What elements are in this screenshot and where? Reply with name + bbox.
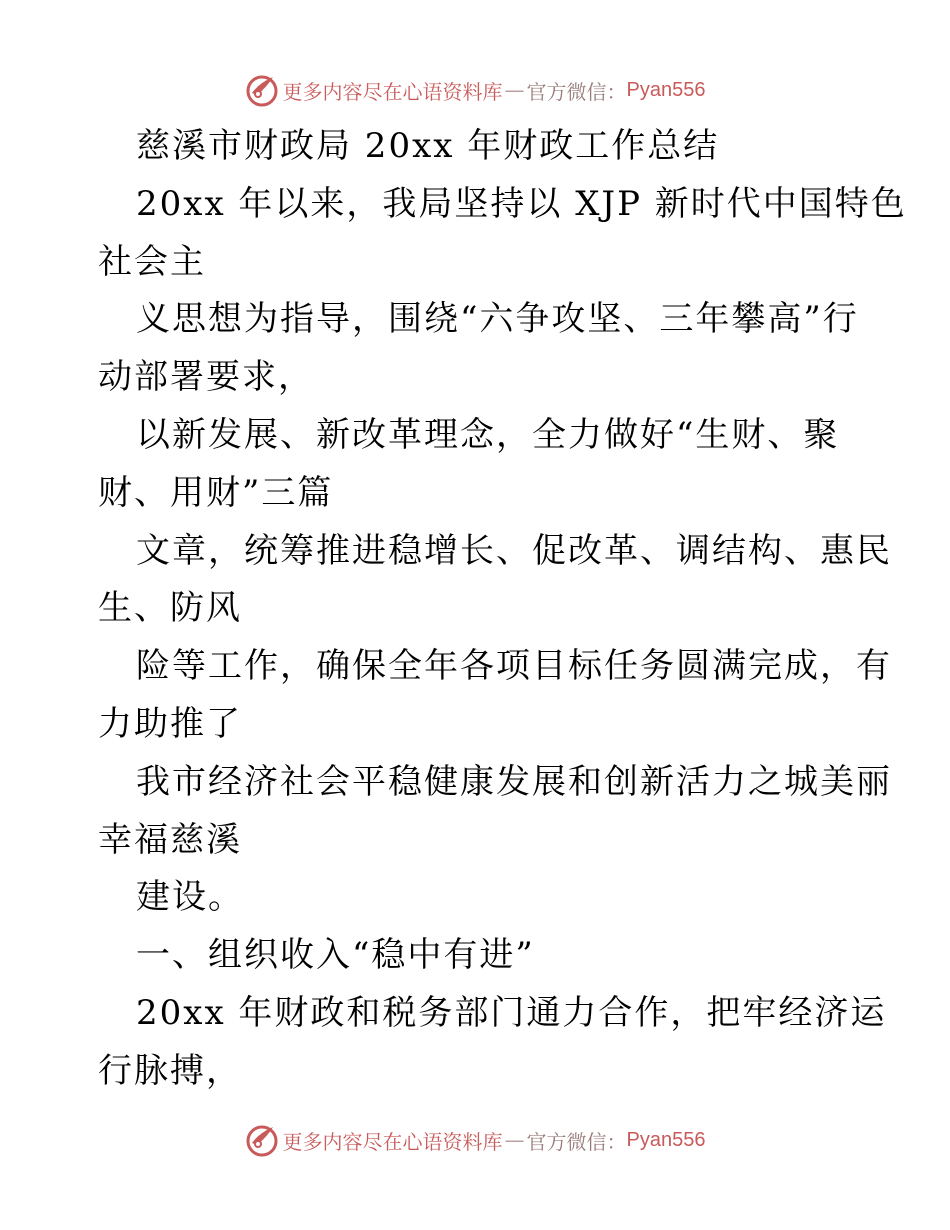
header-banner <box>0 70 950 110</box>
paragraph-line: 20xx 年财政和税务部门通力合作，把牢经济运 <box>136 992 887 1033</box>
banner-separator: — <box>504 1128 525 1152</box>
banner-contact-id: Pyan556 <box>626 78 706 101</box>
banner-title: 更多内容尽在心语资料库 <box>282 1129 503 1154</box>
paragraph-line: 社会主 <box>98 241 206 282</box>
quill-logo-icon <box>245 1123 279 1157</box>
paragraph-line: 力助推了 <box>98 703 242 744</box>
banner-contact-id: Pyan556 <box>626 1128 706 1151</box>
banner-contact-label: 官方微信： <box>526 79 627 104</box>
paragraph-line: 义思想为指导，围绕“六争攻坚、三年攀高”行 <box>136 299 859 340</box>
footer-banner <box>0 1120 950 1160</box>
paragraph-line: 行脉搏， <box>98 1050 242 1091</box>
paragraph-line: 以新发展、新改革理念，全力做好“生财、聚 <box>136 414 840 455</box>
paragraph-line: 生、防风 <box>98 588 242 629</box>
banner-separator: — <box>504 78 525 102</box>
banner-contact-label: 官方微信： <box>526 1129 627 1154</box>
banner-title: 更多内容尽在心语资料库 <box>282 79 503 104</box>
paragraph-line: 险等工作，确保全年各项目标任务圆满完成，有 <box>136 646 892 687</box>
quill-logo-icon <box>245 73 279 107</box>
document-title: 慈溪市财政局 20xx 年财政工作总结 <box>136 126 720 166</box>
document-body <box>98 118 907 1101</box>
paragraph-line: 幸福慈溪 <box>98 819 242 860</box>
paragraph-line: 文章，统筹推进稳增长、促改革、调结构、惠民 <box>136 530 892 571</box>
section-heading: 一、组织收入“稳中有进” <box>136 935 535 976</box>
paragraph-line: 我市经济社会平稳健康发展和创新活力之城美丽 <box>136 761 892 802</box>
paragraph-line: 动部署要求， <box>98 357 314 398</box>
paragraph-line: 20xx 年以来，我局坚持以 XJP 新时代中国特色 <box>136 183 907 224</box>
paragraph-line: 财、用财”三篇 <box>98 472 334 513</box>
paragraph-line: 建设。 <box>136 877 244 918</box>
